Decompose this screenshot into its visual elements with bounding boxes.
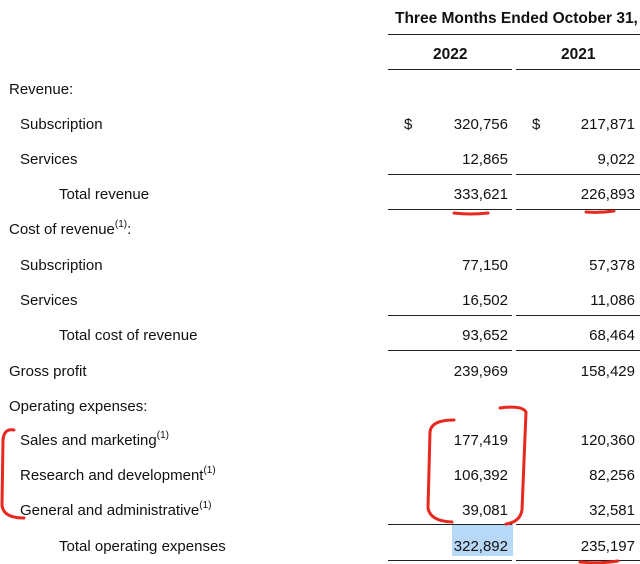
row-label-services: Services — [20, 292, 78, 309]
total-rule — [516, 560, 640, 561]
value-2022: 239,969 — [453, 363, 508, 380]
subtotal-rule — [516, 315, 640, 316]
total-rule — [516, 350, 640, 351]
footnote-marker: (1) — [199, 500, 212, 511]
header-rule — [388, 34, 640, 35]
year-header-2021: 2021 — [561, 46, 596, 63]
subtotal-rule — [516, 174, 640, 175]
row-label-general-and-administrative — [20, 502, 212, 520]
label-text: General and administrative — [20, 502, 200, 519]
value-2021: 32,581 — [589, 502, 635, 519]
row-label-subscription: Subscription — [20, 257, 103, 274]
row-label-subscription: Subscription — [20, 116, 103, 133]
label-text: Sales and marketing — [20, 432, 157, 449]
underline-total-operating-expenses-2021 — [580, 561, 618, 563]
value-2021: 57,378 — [589, 257, 635, 274]
value-2022: 333,621 — [453, 186, 508, 203]
row-label-total-cost-of-revenue: Total cost of revenue — [59, 327, 198, 344]
row-label-sales-and-marketing — [20, 432, 169, 450]
left-bracket-values — [428, 420, 454, 522]
row-label-total-operating-expenses: Total operating expenses — [59, 538, 226, 555]
value-2021: 11,086 — [590, 292, 635, 309]
underline-total-revenue-2021 — [586, 211, 614, 212]
value-2021: 217,871 — [580, 116, 635, 133]
year-header-2022: 2022 — [433, 46, 468, 63]
value-2022: 177,419 — [453, 432, 508, 449]
footnote-marker: (1) — [114, 219, 128, 230]
label-suffix: : — [127, 221, 132, 238]
value-2021: 68,464 — [589, 327, 635, 344]
total-rule — [516, 209, 640, 210]
value-2022: 320,756 — [453, 116, 508, 133]
row-label-gross-profit: Gross profit — [9, 363, 87, 380]
value-2022: 77,150 — [462, 257, 508, 274]
row-label-cost-of-revenue-heading — [9, 221, 131, 239]
footnote-marker: (1) — [156, 430, 169, 441]
value-2021: 226,893 — [580, 186, 635, 203]
value-2022: 93,652 — [462, 327, 508, 344]
row-label-total-revenue: Total revenue — [59, 186, 150, 203]
value-2022: 322,892 — [453, 538, 508, 555]
subtotal-rule — [516, 524, 640, 525]
currency-symbol-2022: $ — [404, 116, 413, 133]
total-rule — [388, 560, 512, 561]
value-2021: 235,197 — [580, 538, 635, 555]
value-2021: 9,022 — [597, 151, 635, 168]
row-label-operating-expenses-heading: Operating expenses: — [9, 398, 148, 415]
value-2022: 12,865 — [462, 151, 508, 168]
subtotal-rule — [388, 524, 512, 525]
footnote-marker: (1) — [203, 465, 216, 476]
row-label-services: Services — [20, 151, 78, 168]
subtotal-rule — [388, 174, 512, 175]
value-2022: 39,081 — [462, 502, 508, 519]
total-rule — [388, 209, 512, 210]
value-2021: 82,256 — [589, 467, 635, 484]
value-2022: 106,392 — [453, 467, 508, 484]
year-rule-2021 — [516, 69, 640, 70]
label-text: Cost of revenue — [9, 221, 115, 238]
year-rule-2022 — [388, 69, 512, 70]
value-2022: 16,502 — [462, 292, 508, 309]
row-label-revenue-heading: Revenue: — [9, 81, 74, 98]
row-label-research-and-development — [20, 467, 216, 485]
total-rule — [388, 350, 512, 351]
underline-total-revenue-2022 — [454, 213, 488, 214]
value-2021: 120,360 — [580, 432, 635, 449]
period-header: Three Months Ended October 31, — [395, 10, 638, 27]
subtotal-rule — [388, 315, 512, 316]
currency-symbol-2021: $ — [532, 116, 541, 133]
value-2021: 158,429 — [580, 363, 635, 380]
label-text: Research and development — [20, 467, 204, 484]
